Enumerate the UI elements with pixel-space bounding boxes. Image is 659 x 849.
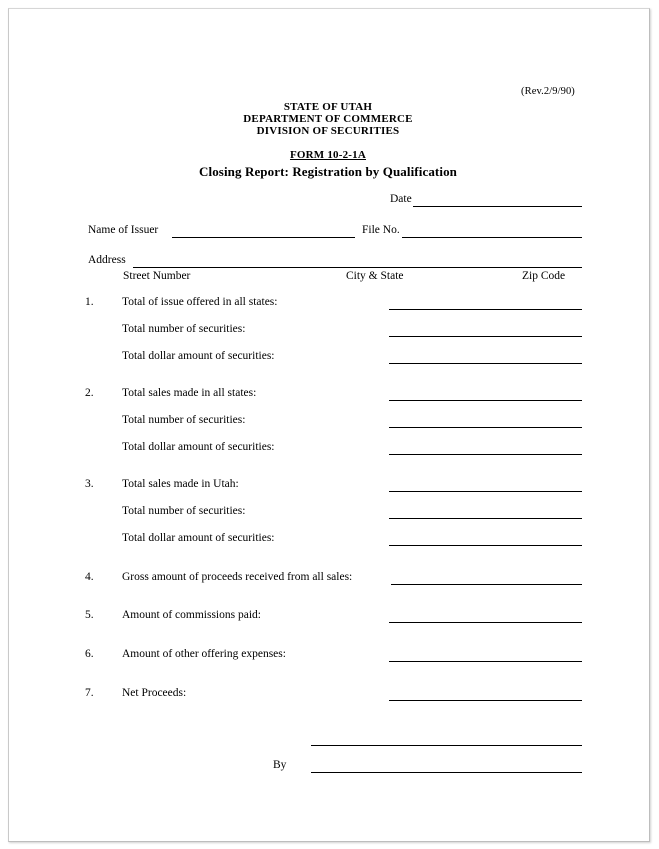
item-input-line[interactable]	[389, 491, 582, 492]
name-of-issuer-label: Name of Issuer	[88, 224, 159, 236]
city-state-caption: City & State	[346, 270, 404, 282]
item-input-line[interactable]	[389, 622, 582, 623]
item-input-line[interactable]	[389, 309, 582, 310]
agency-line-department: DEPARTMENT OF COMMERCE	[243, 113, 413, 125]
form-title: Closing Report: Registration by Qualification	[199, 164, 457, 179]
item-number: 1.	[85, 296, 94, 308]
document-page	[8, 8, 650, 842]
subitem-label: Total dollar amount of securities:	[122, 532, 275, 544]
street-number-caption: Street Number	[123, 270, 191, 282]
item-label: Amount of other offering expenses:	[122, 648, 286, 660]
item-label: Net Proceeds:	[122, 687, 187, 699]
subitem-input-line[interactable]	[389, 545, 582, 546]
file-no-input-line[interactable]	[402, 237, 582, 238]
item-label: Gross amount of proceeds received from all sales:	[122, 571, 353, 583]
subitem-label: Total number of securities:	[122, 323, 246, 335]
item-input-line[interactable]	[389, 700, 582, 701]
address-label: Address	[88, 254, 126, 266]
date-input-line[interactable]	[413, 206, 582, 207]
signature-entity-line[interactable]	[311, 745, 582, 746]
file-no-label: File No.	[362, 224, 400, 236]
item-number: 5.	[85, 609, 94, 621]
item-number: 3.	[85, 478, 94, 490]
subitem-label: Total number of securities:	[122, 414, 246, 426]
item-number: 7.	[85, 687, 94, 699]
subitem-label: Total dollar amount of securities:	[122, 350, 275, 362]
item-number: 4.	[85, 571, 94, 583]
item-input-line[interactable]	[389, 661, 582, 662]
subitem-input-line[interactable]	[389, 454, 582, 455]
item-number: 6.	[85, 648, 94, 660]
subitem-label: Total dollar amount of securities:	[122, 441, 275, 453]
item-label: Total of issue offered in all states:	[122, 296, 278, 308]
agency-line-division: DIVISION OF SECURITIES	[256, 125, 400, 137]
page-content	[9, 9, 651, 843]
item-label: Total sales made in all states:	[122, 387, 257, 399]
address-input-line[interactable]	[133, 267, 582, 268]
item-label: Amount of commissions paid:	[122, 609, 261, 621]
zip-code-caption: Zip Code	[522, 270, 566, 282]
item-input-line[interactable]	[391, 584, 582, 585]
agency-line-state: STATE OF UTAH	[283, 101, 373, 113]
subitem-input-line[interactable]	[389, 427, 582, 428]
name-of-issuer-input-line[interactable]	[172, 237, 355, 238]
subitem-input-line[interactable]	[389, 336, 582, 337]
subitem-input-line[interactable]	[389, 518, 582, 519]
form-number: FORM 10-2-1A	[289, 149, 367, 161]
by-label: By	[273, 759, 287, 771]
subitem-input-line[interactable]	[389, 363, 582, 364]
date-label: Date	[390, 193, 412, 205]
item-input-line[interactable]	[389, 400, 582, 401]
revision-stamp: (Rev.2/9/90)	[521, 86, 575, 97]
subitem-label: Total number of securities:	[122, 505, 246, 517]
item-number: 2.	[85, 387, 94, 399]
signature-by-line[interactable]	[311, 772, 582, 773]
item-label: Total sales made in Utah:	[122, 478, 239, 490]
